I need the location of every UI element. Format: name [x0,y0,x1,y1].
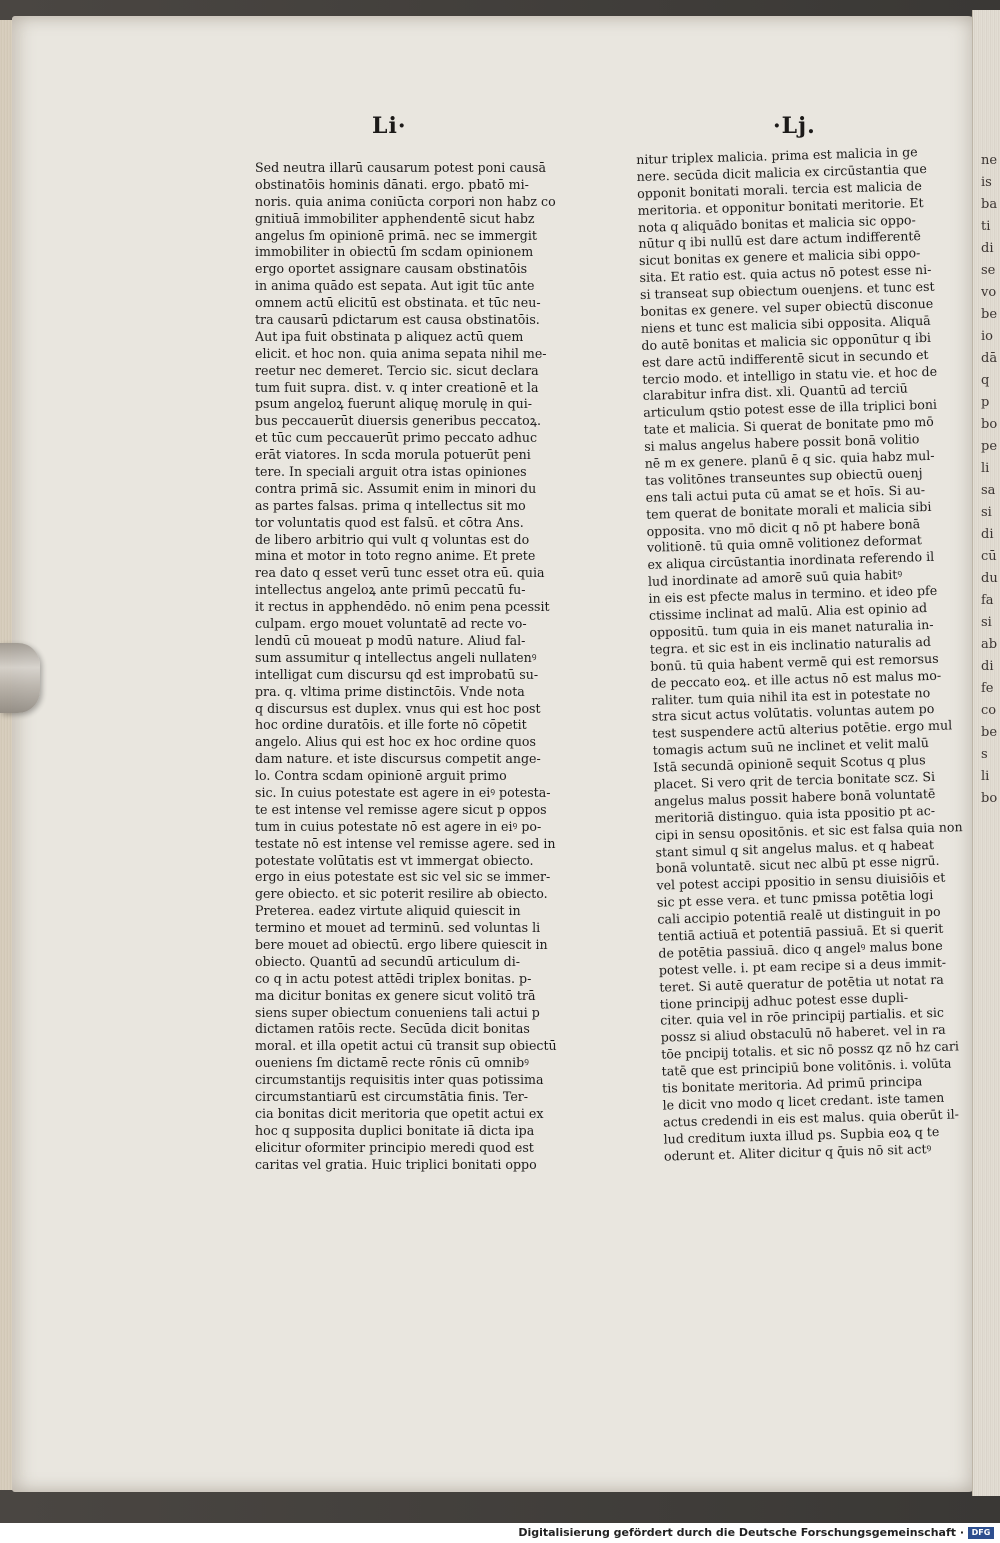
text-line: tra causarū pdictarum est causa obstinatōis. [255,312,540,328]
text-line: tum in cuius potestate nō est agere in eiꝰ po- [255,818,542,834]
text-line: ex aliqua circūstantia inordinata referendo il [647,549,935,573]
text-line: hoc q supposita duplici bonitate iā dicta ipa [255,1122,535,1138]
text-line: testate nō est intense vel remisse agere. sed in [255,835,556,851]
text-column-left [255,160,575,1173]
text-line: mina et motor in toto regno anime. Et prete [255,548,536,564]
text-line: lud inordinate ad amorē suū quia habitꝰ [647,567,903,590]
text-line: tor voluntatis quod est falsū. et cōtra Ans. [255,514,524,530]
dfg-logo: DFG [968,1527,994,1539]
text-line: tomagis actum suū ne inclinet et velit malū [652,735,930,758]
right-page-stack [972,10,1000,1496]
text-line: angelus malus possit habere bonā voluntatē [653,785,936,809]
text-line: gere obiecto. et sic poterit resilire ab obiecto. [255,886,548,902]
text-line: teret. Si autē queratur de potētia ut notat ra [659,971,944,995]
text-line: tercio modo. et intelligo in statu vie. et hoc de [642,363,938,387]
text-line: potestate volūtatis est vt immergat obiecto. [255,852,534,868]
book-clamp [0,643,40,713]
text-line: obiecto. Quantū ad secundū articulum di- [255,953,520,969]
text-line: nere. secūda dicit malicia ex circūstantia que [636,160,928,184]
text-line: ergo oportet assignare causam obstinatōis [255,261,528,277]
text-line: circumstantijs requisitis inter quas potissima [255,1072,544,1088]
text-column-right [636,143,976,1165]
folio-heading-right: ·Lj. [773,113,816,139]
text-line: articulum qstio potest esse de illa triplici boni [643,397,938,421]
text-line: sita. Et ratio est. quia actus nō potest esse ni- [639,262,932,286]
text-line: erāt viatores. In scda morula potuerūt peni [255,447,531,463]
text-line: cali accipio potentiā realē ut distinguit in po [657,903,941,927]
text-line: q discursus est duplex. vnus qui est hoc post [255,700,541,716]
text-line: dictamen ratōis recte. Secūda dicit bonitas [255,1021,530,1037]
text-line: tem querat de bonitate morali et malicia sibi [645,498,932,522]
text-line: culpam. ergo mouet voluntatē ad recte vo- [255,616,527,632]
text-line: test suspendere actū alterius potētie. ergo mul [652,717,953,742]
text-line: ens tali actui puta cū amat se et hoīs. Si au- [645,481,926,505]
text-line: Preterea. eadez virtute aliquid quiescit in [255,903,521,919]
text-line: elicitur oformiter principio meredi quod est [255,1139,534,1155]
text-line: meritoriā distinguo. quia ista ppositio pt ac- [654,802,936,826]
text-line: rea dato q esset verū tunc esset otra eū. quia [255,565,545,581]
text-line: sic. In cuius potestate est agere in eiꝰ potesta- [255,784,551,800]
text-line: tate et malicia. Si querat de bonitate pmo mō [643,414,934,438]
text-line: omnem actū elicitū est obstinata. et tūc neu- [255,295,541,311]
text-line: cia bonitas dicit meritoria que opetit actui ex [255,1105,544,1121]
text-line: obstinatōis hominis dānati. ergo. pbatō mi- [255,176,529,192]
text-line: tegra. et sic est in eis inclinatio naturalis ad [649,633,932,657]
text-line: tere. In speciali arguit otra istas opiniones [255,464,527,480]
text-line: nitur triplex malicia. prima est malicia in ge [636,144,918,167]
text-line: si malus angelus habere possit bonā volitio [644,431,920,455]
text-line: bus peccauerūt diuersis generibus peccatoꝝ. [255,413,541,429]
text-line: intelligat cum discursu qd est improbatū su- [255,666,539,682]
text-line: bonū. tū quia habent vermē qui est remorsus [650,650,939,674]
text-line: ergo in eius potestate est sic vel sic se immer- [255,869,551,885]
text-line: opposita. vno mō dicit q nō pt habere bonā [646,515,921,539]
text-line: in eis est pfecte malus in termino. et ideo pfe [648,582,938,606]
text-line: gnitiuā immobiliter apphendentē sicut habz [255,210,535,226]
text-line: it rectus in apphendēdo. nō enim pena pcessit [255,599,550,615]
text-line: tentiā actiuā et potentiā passiuā. Et si querit [657,920,944,944]
text-line: tum fuit supra. dist. v. q inter creationē et la [255,379,539,395]
folio-heading-left: Li· [372,113,407,139]
text-line: et tūc cum peccauerūt primo peccato adhuc [255,430,538,446]
text-line: actus credendi in eis est malus. quia oberūt il- [662,1106,960,1130]
text-line: sic pt esse vera. et tunc pmissa potētia logi [656,887,934,910]
text-line: ma dicitur bonitas ex genere sicut volitō trā [255,987,536,1003]
text-line: oderunt et. Aliter dicitur q q̄uis nō sit actꝰ [663,1140,932,1164]
text-line: volitionē. tū quia omnē volitionez deformat [646,532,923,556]
text-line: oppositū. tum quia in eis manet naturalia in- [649,616,934,640]
text-line: angelo. Alius qui est hoc ex hoc ordine quos [255,734,536,750]
text-line: de libero arbitrio qui vult q voluntas est do [255,531,530,547]
text-line: sum assumitur q intellectus angeli nullatenꝰ [255,649,537,665]
text-line: psum angeloꝝ fuerunt aliquę morulę in qui- [255,396,533,412]
text-line: potest velle. i. pt eam recipe si a deus immit- [658,954,947,978]
text-line: citer. quia vel in rōe principij partialis. et sic [660,1005,945,1029]
text-line: ctissime inclinat ad malū. Alia est opinio ad [648,600,928,623]
text-line: contra primā sic. Assumit enim in minori du [255,480,537,496]
text-line: moral. et illa opetit actui cū transit sup obiectū [255,1038,557,1054]
text-line: tōe pncipij totalis. et sic nō possz qz nō hz cari [660,1038,960,1062]
text-line: lendū cū moueat p modū nature. Aliud fal- [255,632,526,648]
text-line: immobiliter in obiectū ſm scdam opinionem [255,244,534,260]
text-line: stra sicut actus volūtatis. voluntas autem po [651,701,935,725]
text-line: de peccato eoꝝ. et ille actus nō est malus mo- [650,667,942,691]
text-line: caritas vel gratia. Huic triplici bonitati oppo [255,1156,537,1172]
text-line: angelus ſm opinionē primā. nec se immergit [255,227,537,243]
text-line: dam nature. et iste discursus competit ange- [255,751,541,767]
text-line: lo. Contra scdam opinionē arguit primo [255,768,507,784]
text-line: bonā voluntatē. sicut nec albū pt esse nigrū. [655,853,940,877]
text-line: reetur nec demeret. Tercio sic. sicut declara [255,362,539,378]
text-line: clarabitur infra dist. xli. Quantū ad terciū [642,380,908,404]
text-line: oueniens ſm dictamē recte rōnis cū omnibꝰ [255,1055,529,1071]
text-line: opponit bonitati morali. tercia est malicia de [636,177,923,201]
text-line: tione principij adhuc potest esse dupli- [659,989,909,1012]
text-line: raliter. tum quia nihil ita est in potestate no [651,684,931,708]
text-line: Sed neutra illarū causarum potest poni causā [255,160,546,175]
text-line: termino et mouet ad terminū. sed voluntas li [255,920,541,936]
text-line: sicut bonitas ex genere et malicia sibi oppo- [638,245,921,269]
text-line: as partes falsas. prima q intellectus sit mo [255,497,526,513]
text-line: tis bonitate meritoria. Ad primū principa [661,1073,923,1096]
text-line: intellectus angeloꝝ ante primū peccatū fu- [255,582,526,598]
text-line: placet. Si vero qrit de tercia bonitate scz. Si [653,768,936,792]
text-line: nota q aliquādo bonitas et malicia sic oppo- [637,211,916,235]
text-line: si transeat sup obiectum ouenjens. et tunc est [639,278,935,303]
text-line: de potētia passiuā. dico q angelꝰ malus bone [658,937,943,961]
text-line: pra. q. vltima prime distinctōis. Vnde nota [255,683,525,699]
facing-page-text-fragment: ne is ba ti di se vo be io dā q p bo pe li sa si di cū du fa si ab di fe co be s li bo [981,153,998,806]
text-line: te est intense vel remisse agere sicut p oppos [255,801,547,817]
text-line: possz si aliud obstaculū nō haberet. vel in ra [660,1022,946,1045]
text-line: circumstantiarū est circumstātia finis. Ter- [255,1088,529,1104]
text-line: in anima quādo est sepata. Aut igit tūc ante [255,278,535,294]
text-line: nē m ex genere. planū ē q sic. quia habz mul- [644,447,935,471]
text-line: Aut ipa fuit obstinata p aliquez actū quem [255,328,524,344]
text-line: hoc ordine duratōis. et ille forte nō cōpetit [255,717,527,733]
text-line: meritoria. et opponitur bonitati meritorie. Et [637,194,924,218]
text-line: lud creditum iuxta illud ps. Supbia eoꝝ q te [663,1123,940,1147]
text-line: vel potest accipi ppositio in sensu diuisiōis et [656,869,946,894]
text-line: Istā secundā opinionē sequit Scotus q plus [652,752,926,775]
text-line: noris. quia anima coniūcta corpori non habz co [255,193,556,209]
text-line: cipi in sensu opositōnis. et sic est falsa quia non [654,818,963,843]
funding-credit: Digitalisierung gefördert durch die Deutsche Forschungsgemeinschaft · [518,1526,964,1539]
text-line: bonitas ex genere. vel super obiectū disconue [640,295,934,319]
text-line: tatē que est principiū bone volitōnis. i. volūta [661,1055,952,1079]
text-line: est dare actū indifferentē sicut in secundo et [641,346,929,370]
text-line: tas volitōnes transeuntes sup obiectū ouenj [644,465,923,488]
text-line: nūtur q ibi nullū est dare actum indifferentē [638,228,922,252]
text-line: siens super obiectum conueniens tali actui p [255,1004,540,1020]
text-line: stant simul q sit angelus malus. et q habeat [655,836,935,860]
text-line: le dicit vno modo q licet credant. iste tamen [662,1089,945,1113]
text-line: niens et tunc est malicia sibi opposita. Aliquā [640,312,931,336]
text-line: bere mouet ad obiectū. ergo libere quiescit in [255,936,548,952]
text-line: elicit. et hoc non. quia anima sepata nihil me- [255,345,547,361]
text-line: co q in actu potest attēdi triplex bonitas. p- [255,970,532,986]
footer-bar [0,1523,1000,1543]
text-line: do autē bonitas et malicia sic opponūtur q ibi [641,329,932,353]
